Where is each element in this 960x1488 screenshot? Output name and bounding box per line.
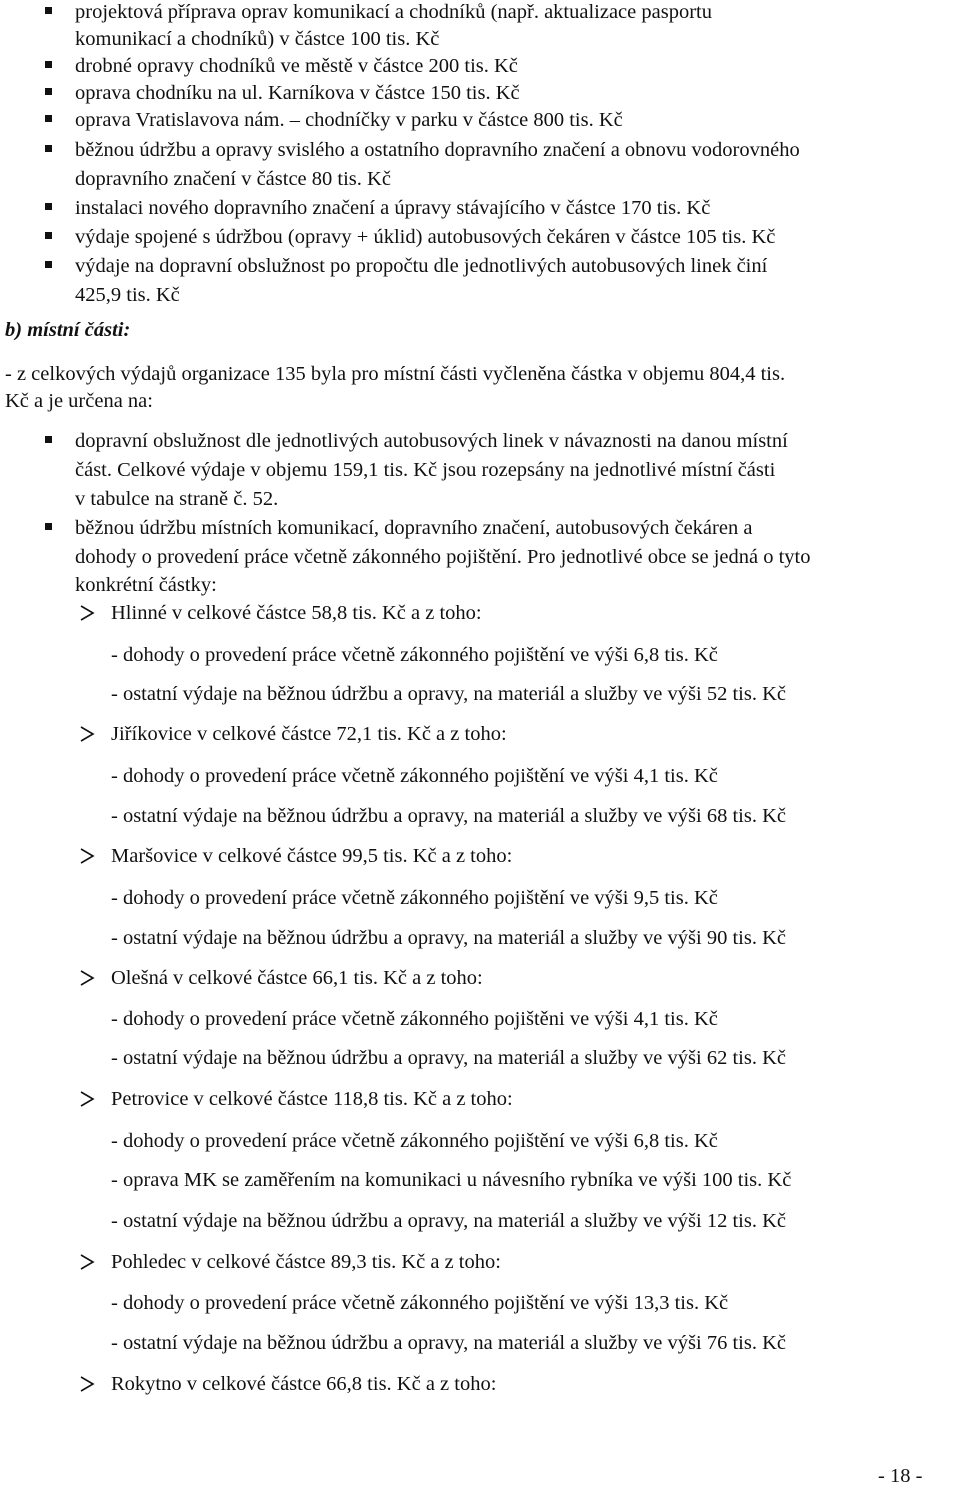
bullet-square-icon: [45, 61, 52, 68]
arrow-bullet-icon: [78, 969, 96, 987]
village-item: - ostatní výdaje na běžnou údržbu a opravy, na materiál a služby ve výši 90 tis. Kč: [111, 927, 786, 949]
village-title: Jiříkovice v celkové částce 72,1 tis. Kč a z toho:: [111, 723, 507, 745]
arrow-bullet-icon: [78, 1375, 96, 1393]
list-item-line: komunikací a chodníků) v částce 100 tis. Kč: [75, 28, 440, 50]
village-item: - dohody o provedení práce včetně zákonného pojištění ve výši 9,5 tis. Kč: [111, 887, 718, 909]
village-title: Pohledec v celkové částce 89,3 tis. Kč a z toho:: [111, 1251, 501, 1273]
list-item-line: výdaje na dopravní obslužnost po propočtu dle jednotlivých autobusových linek činí: [75, 255, 768, 277]
bullet-square-icon: [45, 523, 52, 530]
list-item-line: výdaje spojené s údržbou (opravy + úklid) autobusových čekáren v částce 105 tis. Kč: [75, 226, 776, 248]
bullet-square-icon: [45, 261, 52, 268]
list-item-line: 425,9 tis. Kč: [75, 284, 180, 306]
page-number: - 18 -: [878, 1465, 923, 1487]
village-title: Hlinné v celkové částce 58,8 tis. Kč a z toho:: [111, 602, 482, 624]
list-item-line: dopravní obslužnost dle jednotlivých autobusových linek v návaznosti na danou místní: [75, 430, 788, 452]
list-item-line: oprava chodníku na ul. Karníkova v částce 150 tis. Kč: [75, 82, 520, 104]
bullet-square-icon: [45, 88, 52, 95]
village-item: - dohody o provedení práce včetně zákonného pojištění ve výši 6,8 tis. Kč: [111, 1130, 718, 1152]
village-item: - ostatní výdaje na běžnou údržbu a opravy, na materiál a služby ve výši 68 tis. Kč: [111, 805, 786, 827]
list-item-line: drobné opravy chodníků ve městě v částce 200 tis. Kč: [75, 55, 518, 77]
arrow-bullet-icon: [78, 1253, 96, 1271]
village-item: - ostatní výdaje na běžnou údržbu a opravy, na materiál a služby ve výši 12 tis. Kč: [111, 1210, 786, 1232]
arrow-bullet-icon: [78, 1090, 96, 1108]
bullet-square-icon: [45, 145, 52, 152]
list-item-line: konkrétní částky:: [75, 574, 217, 596]
intro-line: Kč a je určena na:: [5, 390, 153, 412]
arrow-bullet-icon: [78, 847, 96, 865]
village-item: - dohody o provedení práce včetně zákonného pojištění ve výši 13,3 tis. Kč: [111, 1292, 729, 1314]
section-b-heading: b) místní části:: [5, 319, 131, 341]
list-item-line: běžnou údržbu místních komunikací, dopravního značení, autobusových čekáren a: [75, 517, 753, 539]
bullet-square-icon: [45, 436, 52, 443]
village-item: - ostatní výdaje na běžnou údržbu a opravy, na materiál a služby ve výši 52 tis. Kč: [111, 683, 786, 705]
village-title: Maršovice v celkové částce 99,5 tis. Kč a z toho:: [111, 845, 513, 867]
bullet-square-icon: [45, 7, 52, 14]
village-title: Rokytno v celkové částce 66,8 tis. Kč a z toho:: [111, 1373, 497, 1395]
village-item: - ostatní výdaje na běžnou údržbu a opravy, na materiál a služby ve výši 62 tis. Kč: [111, 1047, 786, 1069]
list-item-line: běžnou údržbu a opravy svislého a ostatního dopravního značení a obnovu vodorovného: [75, 139, 800, 161]
list-item-line: instalaci nového dopravního značení a úpravy stávajícího v částce 170 tis. Kč: [75, 197, 711, 219]
village-item: - dohody o provedení práce včetně zákonného pojištění ve výši 6,8 tis. Kč: [111, 644, 718, 666]
list-item-line: oprava Vratislavova nám. – chodníčky v parku v částce 800 tis. Kč: [75, 109, 623, 131]
arrow-bullet-icon: [78, 604, 96, 622]
list-item-line: část. Celkové výdaje v objemu 159,1 tis. Kč jsou rozepsány na jednotlivé místní části: [75, 459, 776, 481]
bullet-square-icon: [45, 203, 52, 210]
bullet-square-icon: [45, 115, 52, 122]
village-title: Olešná v celkové částce 66,1 tis. Kč a z toho:: [111, 967, 483, 989]
list-item-line: dohody o provedení práce včetně zákonného pojištění. Pro jednotlivé obce se jedná o tyto: [75, 546, 811, 568]
arrow-bullet-icon: [78, 725, 96, 743]
list-item-line: projektová příprava oprav komunikací a chodníků (např. aktualizace pasportu: [75, 1, 712, 23]
bullet-square-icon: [45, 232, 52, 239]
village-item: - dohody o provedení práce včetně zákonného pojištěni ve výši 4,1 tis. Kč: [111, 1008, 718, 1030]
list-item-line: v tabulce na straně č. 52.: [75, 488, 279, 510]
village-item: - dohody o provedení práce včetně zákonného pojištění ve výši 4,1 tis. Kč: [111, 765, 718, 787]
list-item-line: dopravního značení v částce 80 tis. Kč: [75, 168, 391, 190]
village-title: Petrovice v celkové částce 118,8 tis. Kč a z toho:: [111, 1088, 513, 1110]
intro-line: - z celkových výdajů organizace 135 byla pro místní části vyčleněna částka v objemu 804,4 tis.: [5, 363, 786, 385]
village-item: - ostatní výdaje na běžnou údržbu a opravy, na materiál a služby ve výši 76 tis. Kč: [111, 1332, 786, 1354]
village-item: - oprava MK se zaměřením na komunikaci u návesního rybníka ve výši 100 tis. Kč: [111, 1169, 792, 1191]
